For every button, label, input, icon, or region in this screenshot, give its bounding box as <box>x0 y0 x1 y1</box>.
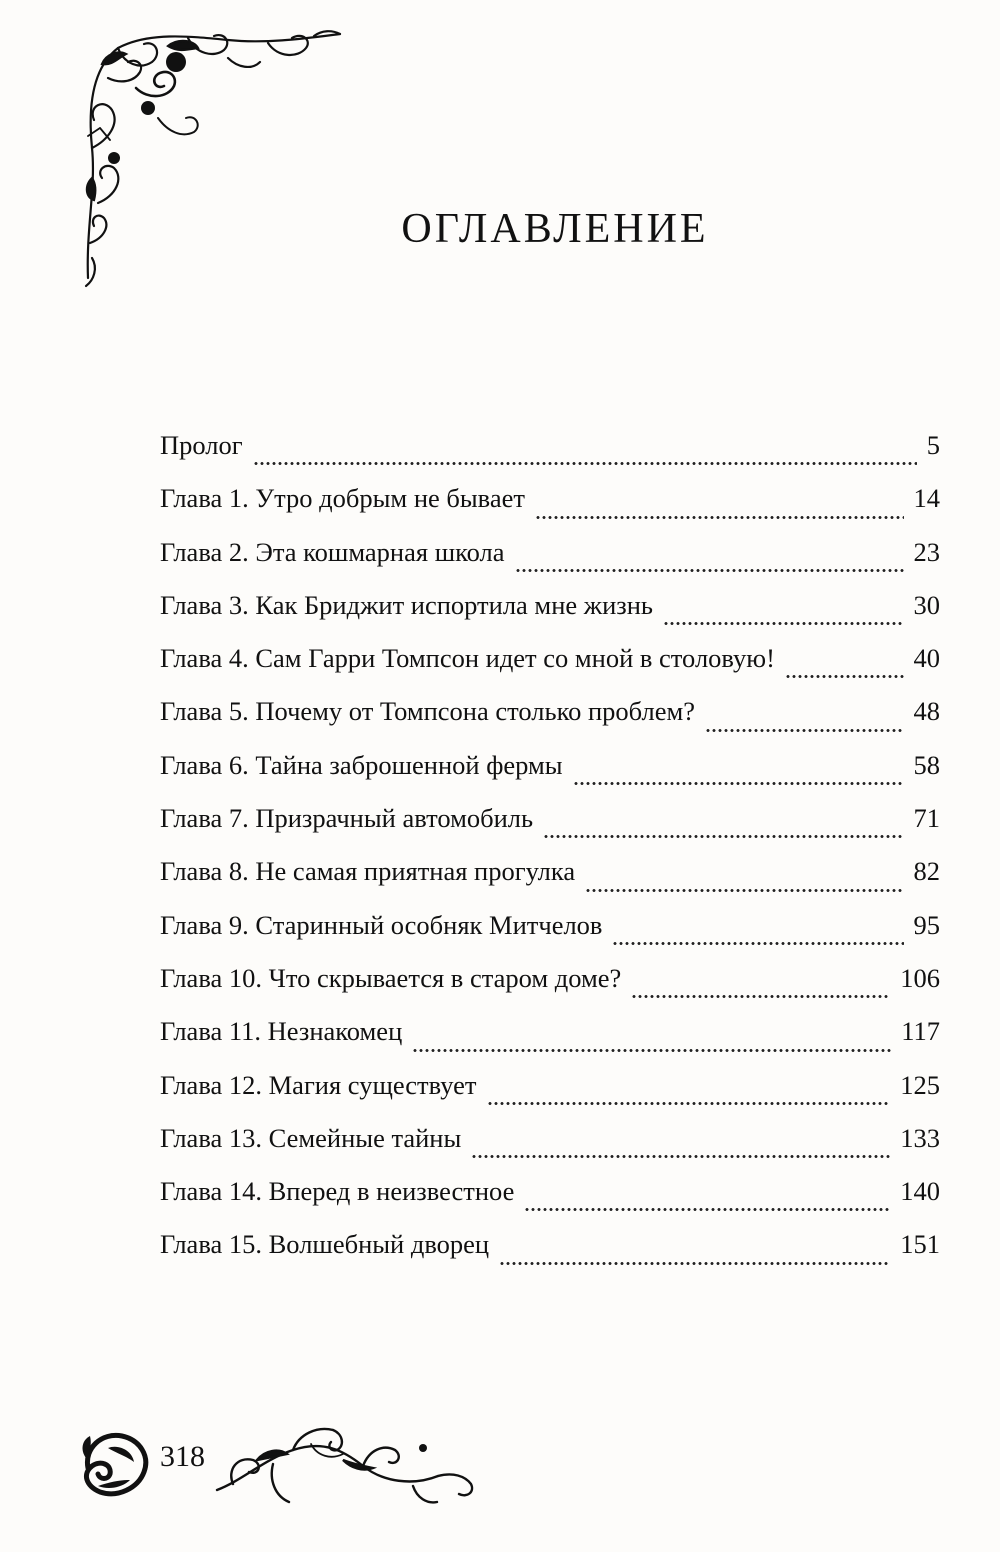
toc-entry-title: Глава 13. Семейные тайны <box>160 1122 462 1153</box>
flourish-vine-icon <box>213 1420 478 1520</box>
toc-entry-page: 30 <box>913 589 940 620</box>
toc-entry <box>160 856 940 909</box>
toc-entry-title: Пролог <box>160 430 243 460</box>
dot-leader <box>785 675 904 678</box>
toc-entry-page: 95 <box>913 909 940 940</box>
toc-entry-page: 151 <box>900 1229 940 1260</box>
toc-entry-title: Глава 7. Призрачный автомобиль <box>160 803 534 834</box>
dot-leader <box>487 1102 891 1105</box>
toc-entry-page: 133 <box>900 1122 940 1153</box>
page-number: 318 <box>160 1440 205 1473</box>
toc-entry-title: Глава 1. Утро добрым не бывает <box>160 483 525 514</box>
toc-entry-title: Глава 8. Не самая приятная прогулка <box>160 856 576 887</box>
table-of-contents <box>160 430 940 1283</box>
toc-entry-title: Глава 11. Незнакомец <box>160 1016 403 1047</box>
toc-entry <box>160 590 940 643</box>
dot-leader <box>612 942 903 945</box>
toc-entry <box>160 430 940 483</box>
toc-entry <box>160 1176 940 1229</box>
dot-leader <box>631 995 890 998</box>
toc-entry-page: 58 <box>913 749 940 780</box>
toc-entry-page: 40 <box>913 643 940 674</box>
toc-entry <box>160 643 940 696</box>
floral-corner-icon <box>78 28 348 293</box>
toc-entry-title: Глава 14. Вперед в неизвестное <box>160 1176 515 1207</box>
toc-entry-title: Глава 5. Почему от Томпсона столько проблем? <box>160 696 696 727</box>
dot-leader <box>585 889 903 892</box>
toc-entry <box>160 537 940 590</box>
dot-leader <box>524 1208 890 1211</box>
toc-entry <box>160 963 940 1016</box>
toc-entry-page: 71 <box>913 803 940 834</box>
toc-entry-page: 14 <box>913 483 940 514</box>
toc-entry-title: Глава 12. Магия существует <box>160 1069 477 1100</box>
page-title: ОГЛАВЛЕНИЕ <box>401 206 709 252</box>
toc-entry <box>160 910 940 963</box>
toc-entry-title: Глава 15. Волшебный дворец <box>160 1229 490 1260</box>
toc-entry <box>160 1016 940 1069</box>
acanthus-leaf-icon <box>78 1428 158 1503</box>
toc-entry-page: 125 <box>900 1069 940 1100</box>
toc-entry <box>160 696 940 749</box>
toc-entry <box>160 803 940 856</box>
toc-entry-title: Глава 4. Сам Гарри Томпсон идет со мной в столовую! <box>160 643 775 674</box>
dot-leader <box>535 516 904 519</box>
page-footer <box>78 1420 478 1520</box>
toc-entry-page: 106 <box>900 962 940 993</box>
toc-entry <box>160 1123 940 1176</box>
toc-entry <box>160 1229 940 1282</box>
toc-entry-title: Глава 6. Тайна заброшенной фермы <box>160 749 563 780</box>
dot-leader <box>253 462 917 465</box>
toc-entry-title: Глава 3. Как Бриджит испортила мне жизнь <box>160 589 653 620</box>
toc-entry <box>160 483 940 536</box>
toc-entry-page: 48 <box>913 696 940 727</box>
toc-entry-page: 117 <box>901 1016 940 1047</box>
dot-leader <box>573 782 904 785</box>
dot-leader <box>663 622 904 625</box>
toc-entry-page: 82 <box>913 856 940 887</box>
dot-leader <box>515 569 904 572</box>
dot-leader <box>705 729 903 732</box>
toc-entry-page: 5 <box>926 430 940 460</box>
toc-entry-page: 23 <box>913 536 940 567</box>
toc-entry <box>160 1070 940 1123</box>
toc-entry-page: 140 <box>900 1176 940 1207</box>
dot-leader <box>543 835 903 838</box>
dot-leader <box>471 1155 890 1158</box>
toc-entry-title: Глава 2. Эта кошмарная школа <box>160 536 505 567</box>
toc-entry <box>160 750 940 803</box>
dot-leader <box>499 1262 890 1265</box>
toc-entry-title: Глава 9. Старинный особняк Митчелов <box>160 909 603 940</box>
toc-entry-title: Глава 10. Что скрывается в старом доме? <box>160 962 622 993</box>
dot-leader <box>412 1049 891 1052</box>
